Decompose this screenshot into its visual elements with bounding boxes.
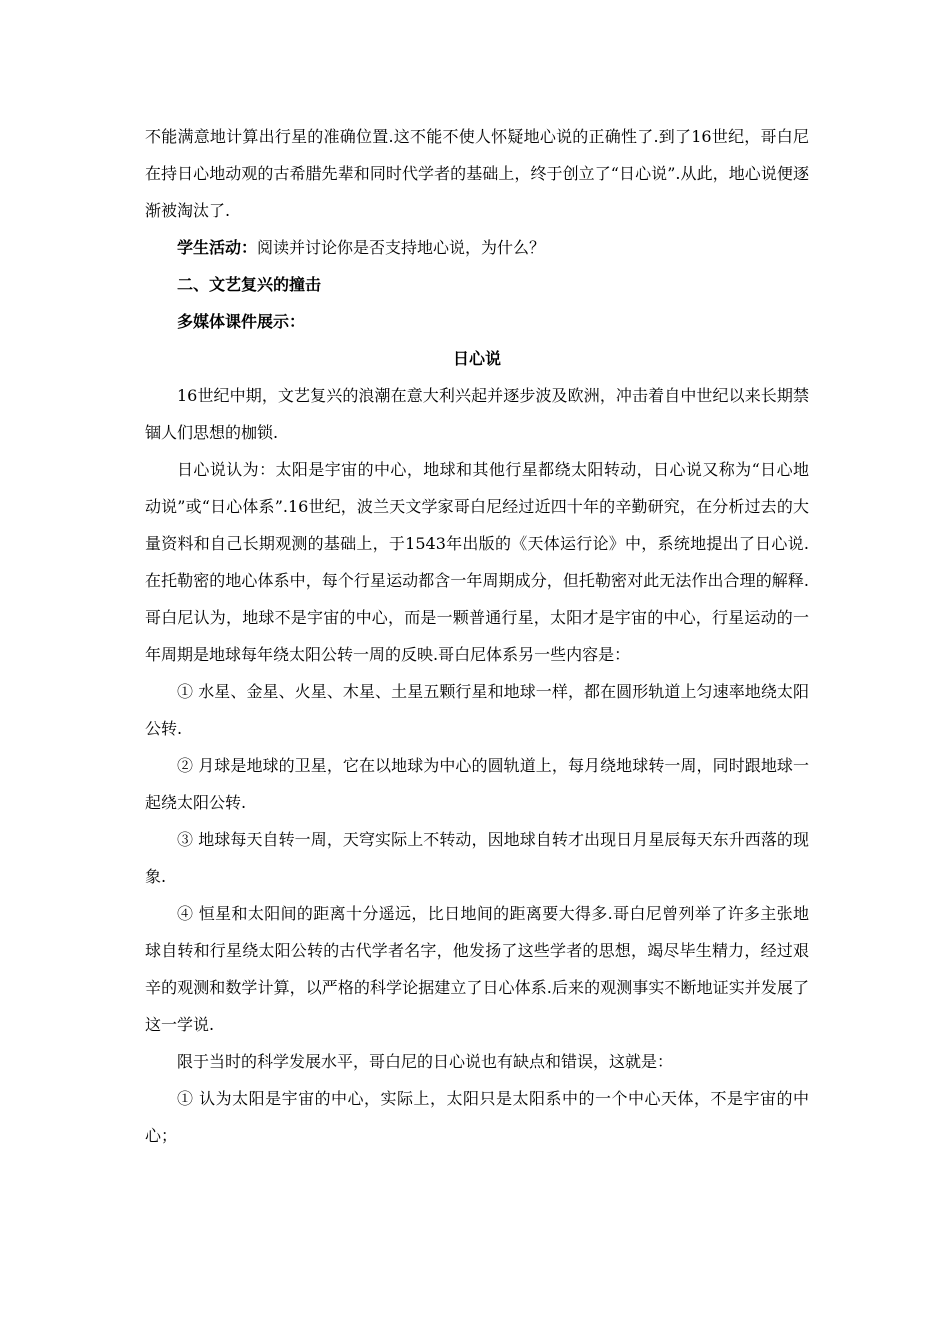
section-heading: 二、文艺复兴的撞击	[177, 275, 322, 294]
subtitle-heliocentric: 日心说	[452, 349, 501, 368]
paragraph-renaissance: 16世纪中期，文艺复兴的浪潮在意大利兴起并逐步波及欧洲，冲击着自中世纪以来长期禁锢人们思想的枷锁.	[145, 386, 809, 442]
list-item-2: ② 月球是地球的卫星，它在以地球为中心的圆轨道上，每月绕地球转一周，同时跟地球一起绕太阳公转.	[145, 756, 809, 812]
list-item-1: ① 水星、金星、火星、木星、土星五颗行星和地球一样，都在圆形轨道上匀速率地绕太阳公转.	[145, 682, 809, 738]
paragraph-geocentric-end: 不能满意地计算出行星的准确位置.这不能不使人怀疑地心说的正确性了.到了16世纪，哥白尼在持日心地动观的古希腊先辈和同时代学者的基础上，终于创立了“日心说”.从此，地心说便逐渐被淘汰了.	[145, 127, 809, 220]
paragraph-limitations: 限于当时的科学发展水平，哥白尼的日心说也有缺点和错误，这就是：	[177, 1052, 674, 1071]
list-item-3: ③ 地球每天自转一周，天穹实际上不转动，因地球自转才出现日月星辰每天东升西落的现象.	[145, 830, 809, 886]
student-activity-text: 阅读并讨论你是否支持地心说，为什么？	[257, 238, 546, 257]
student-activity-label: 学生活动：	[177, 238, 258, 257]
paragraph-heliocentric-theory: 日心说认为：太阳是宇宙的中心，地球和其他行星都绕太阳转动，日心说又称为“日心地动说”或“日心体系”.16世纪，波兰天文学家哥白尼经过近四十年的辛勤研究，在分析过去的大量资料和自己长期观测的基础上，于1543年出版的《天体运行论》中，系统地提出了日心说.在托勒密的地心体系中，每个行星运动都含一年周期成分，但托勒密对此无法作出合理的解释.哥白尼认为，地球不是宇宙的中心，而是一颗普通行星，太阳才是宇宙的中心，行星运动的一年周期是地球每年绕太阳公转一周的反映.哥白尼体系另一些内容是：	[145, 460, 809, 664]
flaw-item-1: ① 认为太阳是宇宙的中心，实际上，太阳只是太阳系中的一个中心天体，不是宇宙的中心；	[145, 1089, 809, 1145]
list-item-4: ④ 恒星和太阳间的距离十分遥远，比日地间的距离要大得多.哥白尼曾列举了许多主张地球自转和行星绕太阳公转的古代学者名字，他发扬了这些学者的思想，竭尽毕生精力，经过艰辛的观测和数学计算，以严格的科学论据建立了日心体系.后来的观测事实不断地证实并发展了这一学说.	[145, 904, 809, 1034]
multimedia-label: 多媒体课件展示：	[177, 312, 306, 331]
document-page	[145, 118, 809, 1154]
student-activity	[145, 229, 809, 266]
